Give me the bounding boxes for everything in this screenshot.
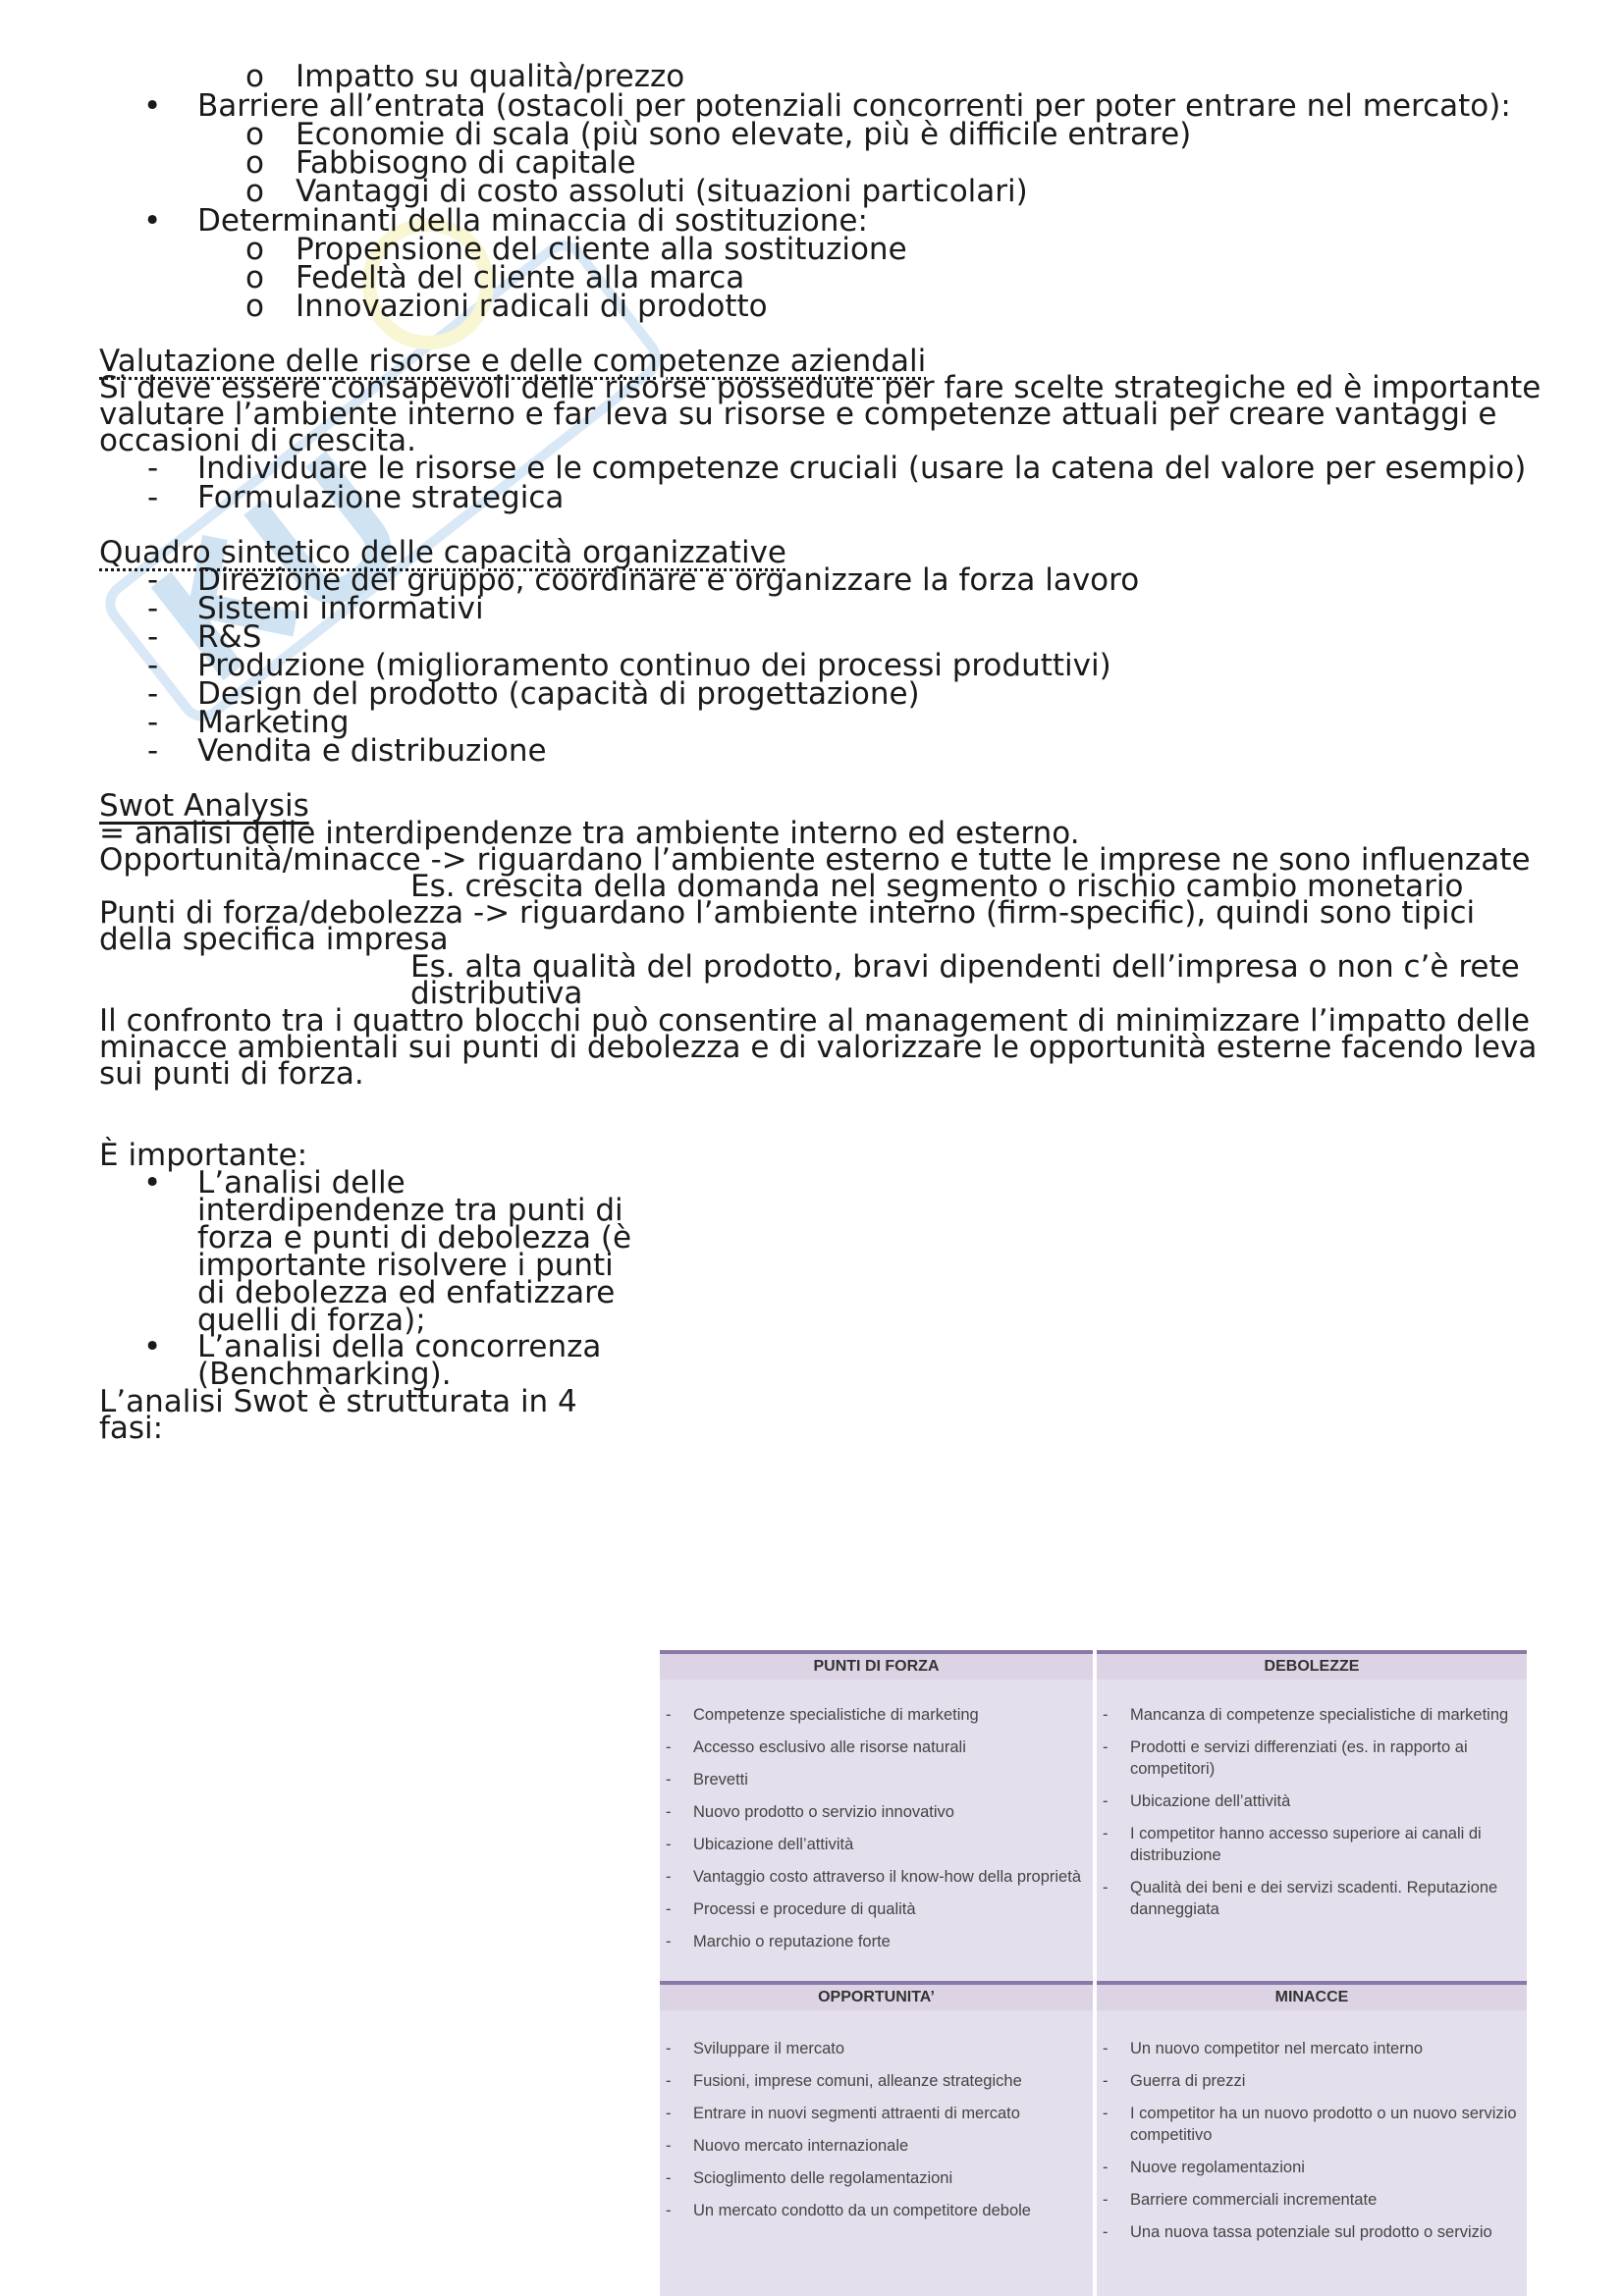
swot-item: - Competenze specialistiche di marketing — [660, 1704, 1093, 1726]
swot-item: - Ubicazione dell’attività — [1097, 1790, 1527, 1812]
list-item: Sistemi informativi — [197, 591, 484, 626]
dash-marker: - — [147, 591, 159, 626]
dash-marker: - — [147, 480, 159, 515]
list-item: Design del prodotto (capacità di progettazione) — [197, 676, 920, 712]
dash-marker: - — [147, 562, 159, 598]
section-heading: Swot Analysis — [99, 788, 309, 824]
swot-item: - Brevetti — [660, 1769, 1093, 1790]
paragraph-line: Si deve essere consapevoli delle risorse possedute per fare scelte strategiche ed è importante — [99, 370, 1542, 405]
list-item-line: forza e punti di debolezza (è — [197, 1220, 632, 1255]
dash-marker: - — [147, 705, 159, 740]
list-item-line: (Benchmarking). — [197, 1357, 452, 1392]
list-item: Economie di scala (più sono elevate, più è difficile entrare) — [296, 117, 1192, 152]
swot-item: - Qualità dei beni e dei servizi scadenti. Reputazione danneggiata — [1097, 1877, 1527, 1920]
paragraph-line: = analisi delle interdipendenze tra ambiente interno ed esterno. — [99, 816, 1080, 851]
swot-item: - Nuove regolamentazioni — [1097, 2157, 1527, 2178]
swot-item: - I competitor hanno accesso superiore ai canali di distribuzione — [1097, 1823, 1527, 1866]
swot-item: - Sviluppare il mercato — [660, 2038, 1093, 2059]
forza-header: PUNTI DI FORZA — [660, 1650, 1093, 1680]
list-marker: o — [245, 289, 264, 324]
list-marker: o — [245, 145, 264, 181]
paragraph-line: fasi: — [99, 1411, 164, 1446]
section-heading: Valutazione delle risorse e delle competenze aziendali — [99, 344, 927, 379]
swot-item: - Ubicazione dell’attività — [660, 1834, 1093, 1855]
swot-item: - Nuovo prodotto o servizio innovativo — [660, 1801, 1093, 1823]
swot-item: - Vantaggio costo attraverso il know-how della proprietà — [660, 1866, 1093, 1888]
swot-matrix — [660, 1650, 1527, 2296]
paragraph-line: valutare l’ambiente interno e far leva su risorse e competenze attuali per creare vantaggi e — [99, 397, 1497, 432]
debolezze-header: DEBOLEZZE — [1097, 1650, 1527, 1680]
list-item: Propensione del cliente alla sostituzione — [296, 232, 907, 267]
list-item: Vendita e distribuzione — [197, 733, 547, 769]
importante-title: È importante: — [99, 1138, 308, 1173]
list-item-line: L’analisi delle — [197, 1165, 406, 1201]
dash-marker: - — [147, 733, 159, 769]
list-item: Direzione del gruppo, coordinare e organizzare la forza lavoro — [197, 562, 1140, 598]
list-marker: o — [245, 232, 264, 267]
swot-item: - Fusioni, imprese comuni, alleanze strategiche — [660, 2070, 1093, 2092]
swot-item: - Una nuova tassa potenziale sul prodotto o servizio — [1097, 2221, 1527, 2243]
list-marker: o — [245, 174, 264, 209]
list-item-line: di debolezza ed enfatizzare — [197, 1275, 616, 1310]
forza-cell — [660, 1680, 1093, 1981]
swot-item: - Marchio o reputazione forte — [660, 1931, 1093, 1952]
list-item: Innovazioni radicali di prodotto — [296, 289, 768, 324]
paragraph-line: minacce ambientali sui punti di debolezza e di valorizzare le opportunità esterne facendo leva — [99, 1030, 1538, 1065]
forza-list — [660, 1680, 1093, 1952]
paragraph-line: della specifica impresa — [99, 922, 449, 957]
swot-item: - Un nuovo competitor nel mercato interno — [1097, 2038, 1527, 2059]
list-marker: o — [245, 59, 264, 94]
paragraph-line: occasioni di crescita. — [99, 423, 417, 458]
list-item: Barriere all’entrata (ostacoli per potenziali concorrenti per poter entrare nel mercato): — [197, 88, 1511, 124]
paragraph-line: Il confronto tra i quattro blocchi può consentire al management di minimizzare l’impatto delle — [99, 1003, 1531, 1039]
swot-item: - Barriere commerciali incrementate — [1097, 2189, 1527, 2211]
paragraph-line: Opportunità/minacce -> riguardano l’ambiente esterno e tutte le imprese ne sono influenzate — [99, 842, 1531, 878]
dash-marker: - — [147, 648, 159, 683]
list-item-line: quelli di forza); — [197, 1303, 426, 1338]
swot-item: - I competitor ha un nuovo prodotto o un nuovo servizio competitivo — [1097, 2103, 1527, 2146]
opportunita-cell — [660, 2010, 1093, 2296]
bullet-icon: • — [143, 203, 162, 239]
list-item: Individuare le risorse e le competenze cruciali (usare la catena del valore per esempio) — [197, 451, 1527, 486]
opportunita-header: OPPORTUNITA’ — [660, 1981, 1093, 2010]
swot-item: - Processi e procedure di qualità — [660, 1898, 1093, 1920]
swot-item: - Un mercato condotto da un competitore debole — [660, 2200, 1093, 2221]
list-item-line: interdipendenze tra punti di — [197, 1193, 623, 1228]
swot-item: - Guerra di prezzi — [1097, 2070, 1527, 2092]
list-item: Formulazione strategica — [197, 480, 565, 515]
swot-item: - Nuovo mercato internazionale — [660, 2135, 1093, 2157]
dash-marker: - — [147, 451, 159, 486]
list-item: Fabbisogno di capitale — [296, 145, 636, 181]
list-marker: o — [245, 260, 264, 295]
example-line: distributiva — [410, 976, 583, 1011]
list-item-line: importante risolvere i punti — [197, 1248, 614, 1283]
list-item: Marketing — [197, 705, 350, 740]
swot-item: - Accesso esclusivo alle risorse naturali — [660, 1736, 1093, 1758]
list-item-line: L’analisi della concorrenza — [197, 1329, 602, 1364]
paragraph-line: Punti di forza/debolezza -> riguardano l’ambiente interno (firm-specific), quindi sono tipici — [99, 895, 1476, 931]
paragraph-line: L’analisi Swot è strutturata in 4 — [99, 1384, 577, 1419]
bullet-icon: • — [143, 88, 162, 124]
list-item: Vantaggi di costo assoluti (situazioni particolari) — [296, 174, 1028, 209]
list-item: R&S — [197, 619, 262, 655]
swot-item: - Scioglimento delle regolamentazioni — [660, 2167, 1093, 2189]
minacce-list — [1097, 2010, 1527, 2243]
swot-item: - Prodotti e servizi differenziati (es. in rapporto ai competitori) — [1097, 1736, 1527, 1780]
section-heading: Quadro sintetico delle capacità organizzative — [99, 535, 786, 570]
list-item: Produzione (miglioramento continuo dei processi produttivi) — [197, 648, 1111, 683]
list-item: Impatto su qualità/prezzo — [296, 59, 685, 94]
example-line: Es. crescita della domanda nel segmento o rischio cambio monetario — [410, 869, 1464, 904]
opportunita-list — [660, 2010, 1093, 2221]
bullet-icon: • — [143, 1165, 162, 1201]
swot-item: - Entrare in nuovi segmenti attraenti di mercato — [660, 2103, 1093, 2124]
debolezze-cell — [1097, 1680, 1527, 1981]
example-line: Es. alta qualità del prodotto, bravi dipendenti dell’impresa o non c’è rete — [410, 949, 1520, 985]
list-marker: o — [245, 117, 264, 152]
swot-item: - Mancanza di competenze specialistiche di marketing — [1097, 1704, 1527, 1726]
debolezze-list — [1097, 1680, 1527, 1920]
minacce-cell — [1097, 2010, 1527, 2296]
bullet-icon: • — [143, 1329, 162, 1364]
list-item: Fedeltà del cliente alla marca — [296, 260, 745, 295]
list-item: Determinanti della minaccia di sostituzione: — [197, 203, 868, 239]
minacce-header: MINACCE — [1097, 1981, 1527, 2010]
dash-marker: - — [147, 676, 159, 712]
paragraph-line: sui punti di forza. — [99, 1056, 364, 1092]
dash-marker: - — [147, 619, 159, 655]
